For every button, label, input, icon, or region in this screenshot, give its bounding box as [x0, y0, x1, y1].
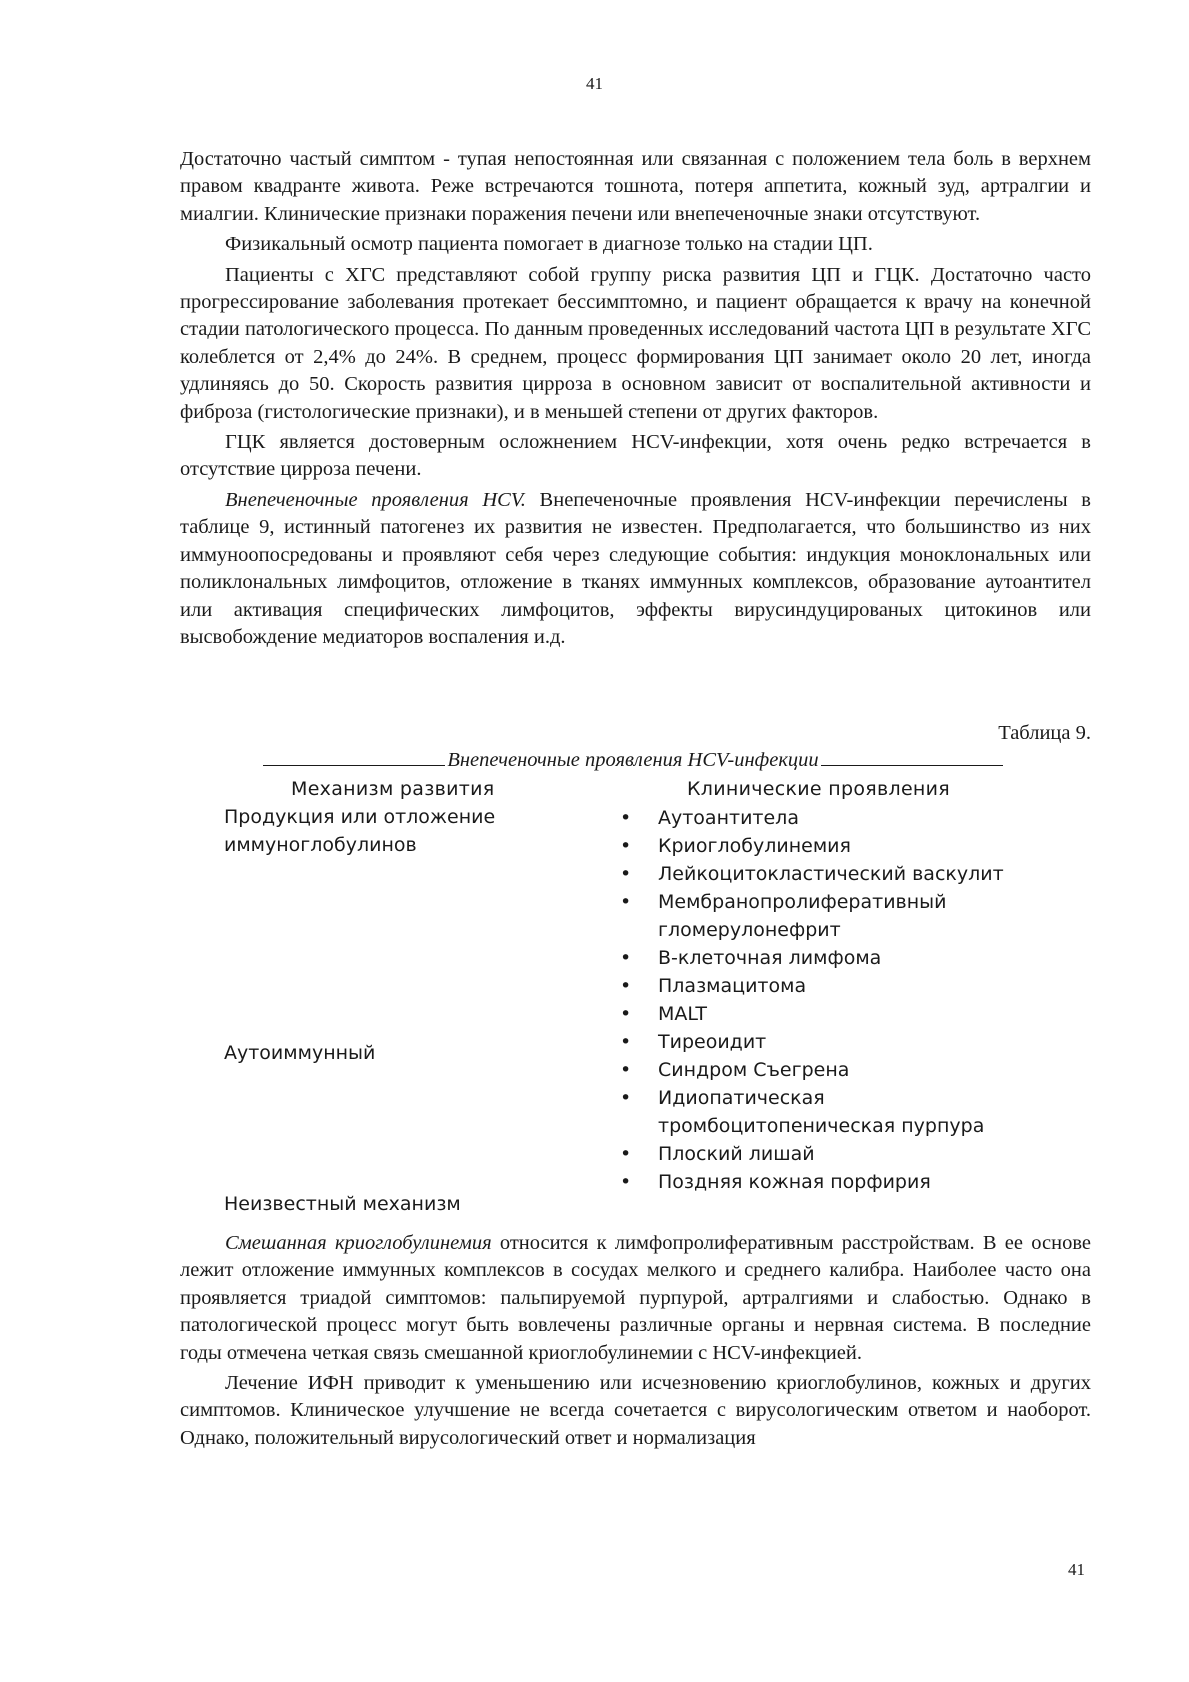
extrahepatic-text: Внепеченочные проявления HCV-инфекции перечислены в таблице 9, истинный патогенез их развития не известен. Предполагается, что большинство из них иммуноопосредованы и проявляют себя через следующие события: индукция моноклональных или поликлональных лимфоцитов, отложение в тканях иммунных комплексов, образование аутоантител или активация специфических лимфоцитов, эффекты вирусиндуцированых цитокинов или высвобождение медиаторов воспаления и.д.: [180, 488, 1091, 648]
table-title: [217, 749, 1049, 772]
paragraph-symptoms: Достаточно частый симптом - тупая непостоянная или связанная с положением тела боль в верхнем правом квадранте живота. Реже встречаются тошнота, потеря аппетита, кожный зуд, артралгии и миалгии. Клинические признаки поражения печени или внепеченочные знаки отсутствуют.: [180, 148, 1091, 225]
table-title-text: Внепеченочные проявления HCV-инфекции: [447, 749, 819, 771]
table-number: Таблица 9.: [998, 722, 1091, 744]
list-item: • Аутоантитела: [620, 804, 1040, 832]
bullet-icon: •: [620, 1031, 632, 1053]
paragraph-risk: Пациенты с ХГС представляют собой группу риска развития ЦП и ГЦК. Достаточно часто прогрессирование заболевания протекает бессимптомно, и пациент обращается к врачу на конечной стадии патологического процесса. По данным проведенных исследований частота ЦП в результате ХГС колеблется от 2,4% до 24%. В среднем, процесс формирования ЦП занимает около 20 лет, иногда удлиняясь до 50. Скорость развития цирроза в основном зависит от воспалительной активности и фиброза (гистологические признаки), и в меньшей степени от других факторов.: [180, 263, 1091, 423]
bullet-icon: •: [620, 1059, 632, 1081]
paragraph-extrahepatic: [180, 487, 1091, 651]
paragraph-hcc: ГЦК является достоверным осложнением HCV-инфекции, хотя очень редко встречается в отсутствие цирроза печени.: [180, 431, 1091, 481]
list-item: • Лейкоцитокластический васкулит: [620, 860, 1040, 888]
list-item: • Идиопатическая тромбоцитопеническая пурпура: [620, 1084, 1040, 1140]
list-item: • Синдром Съегрена: [620, 1056, 1040, 1084]
page-number-top: 41: [586, 74, 603, 93]
title-rule-left: [263, 764, 445, 766]
bullet-icon: •: [620, 975, 632, 997]
lower-text: [180, 1230, 1091, 1452]
bullet-icon: •: [620, 891, 632, 913]
page-number-bottom: 41: [1068, 1560, 1085, 1579]
bullet-icon: •: [620, 1171, 632, 1193]
bullet-icon: •: [620, 1003, 632, 1025]
list-item: • MALT: [620, 1000, 1040, 1028]
cryo-heading: Смешанная криоглобулинемия: [225, 1232, 492, 1254]
list-item: • Плазмацитома: [620, 972, 1040, 1000]
cryo-text: относится к лимфопролиферативным расстройствам. В ее основе лежит отложение иммунных комплексов в сосудах мелкого и среднего калибра. Наиболее часто она проявляется триадой симптомов: пальпируемой пурпурой, артралгиями и слабостью. Однако в патологической процесс могут быть вовлечены различные органы и нервная система. В последние годы отмечена четкая связь смешанной криоглобулинемии с HCV-инфекцией.: [180, 1232, 1091, 1364]
bullet-icon: •: [620, 1143, 632, 1165]
mechanism-unknown: Неизвестный механизм: [224, 1193, 461, 1215]
main-text: [180, 146, 1091, 651]
paragraph-cryo: [180, 1230, 1091, 1367]
bullet-icon: •: [620, 947, 632, 969]
paragraph-treatment: Лечение ИФН приводит к уменьшению или исчезновению криоглобулинов, кожных и других симптомов. Клиническое улучшение не всегда сочетается с вирусологическим ответом и наоборот. Однако, положительный вирусологический ответ и нормализация: [180, 1372, 1091, 1449]
list-item: • Мембранопролиферативный гломерулонефрит: [620, 888, 1040, 944]
list-item: • Поздняя кожная порфирия: [620, 1168, 1040, 1196]
title-rule-right: [821, 764, 1003, 766]
mechanism-autoimmune: Аутоиммунный: [224, 1042, 376, 1064]
mechanism-immunoglobulin: Продукция или отложение иммуноглобулинов: [224, 806, 496, 856]
list-item: • В-клеточная лимфома: [620, 944, 1040, 972]
manifestations-list: [620, 804, 1040, 1196]
bullet-icon: •: [620, 835, 632, 857]
list-item: • Криоглобулинемия: [620, 832, 1040, 860]
bullet-icon: •: [620, 863, 632, 885]
bullet-icon: •: [620, 807, 632, 829]
list-item: • Плоский лишай: [620, 1140, 1040, 1168]
extrahepatic-heading: Внепеченочные проявления HCV.: [225, 488, 526, 511]
column-header-mechanism: Механизм развития: [291, 778, 495, 800]
list-item: • Тиреоидит: [620, 1028, 1040, 1056]
bullet-icon: •: [620, 1087, 632, 1109]
paragraph-exam: Физикальный осмотр пациента помогает в диагнозе только на стадии ЦП.: [225, 233, 873, 256]
column-header-manifestations: Клинические проявления: [687, 778, 951, 800]
